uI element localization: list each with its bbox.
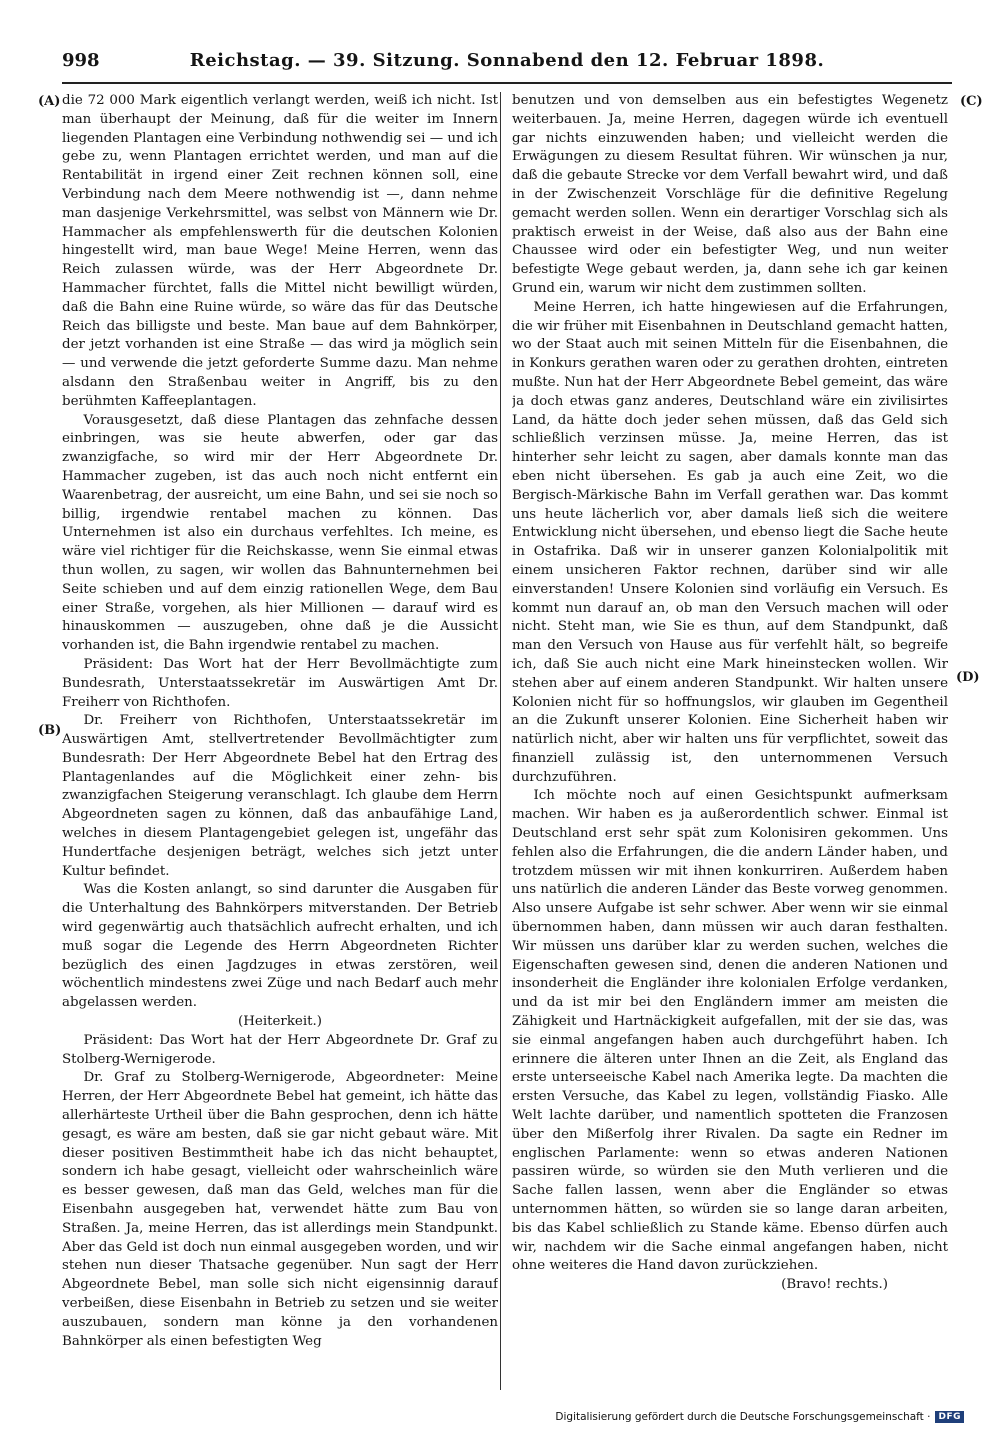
page-running-title: Reichstag. — 39. Sitzung. Sonnabend den 12. Februar 1898. [189, 50, 825, 71]
interjection: (Heiterkeit.) [238, 1014, 322, 1030]
paragraph: die 72 000 Mark eigentlich verlangt werden, weiß ich nicht. Ist man überhaupt der Meinung, daß für die weiter im Innern liegenden Plantagen eine Verbindung nothwendig sei — und ich gebe zu, wenn Plantagen errichtet werden, und man auf die Rentabilität in irgend einer Zeit rechnen können soll, eine Verbindung nach dem Meere nothwendig ist —, dann nehme man dasjenige Verkehrsmittel, was selbst von Männern wie Dr. Hammacher als empfehlenswerth für die deutschen Kolonien hingestellt wird, man baue Wege! Meine Herren, wenn das Reich zulassen würde, was der Herr Abgeordnete Dr. Hammacher fürchtet, falls die Mittel nicht bewilligt würden, daß die Bahn eine Ruine würde, so wäre das für das Deutsche Reich das billigste und beste. Man baue auf dem Bahnkörper, der jetzt vorhanden ist eine Straße — das wird ja möglich sein — und verwende die jetzt geforderte Summe dazu. Man nehme alsdann den Straßenbau weiter in Angriff, bis zu den berühmten Kaffeeplantagen. [62, 93, 498, 409]
page-header [62, 46, 952, 78]
speaker-paragraph: Dr. Freiherr von Richthofen, Unterstaatssekretär im Auswärtigen Amt, stellvertretender Bevollmächtigter zum Bundesrath: Der Herr Abgeordnete Bebel hat den Ertrag des Plantagenlandes auf die Möglichkeit einer zehn- bis zwanzigfachen Steigerung veranschlagt. Ich glaube dem Herrn Abgeordneten sagen zu können, daß das anbaufähige Land, welches in diesem Plantagengebiet gelegen ist, ungefähr das Hundertfache desjenigen beträgt, welches sich jetzt unter Kultur befindet. [62, 713, 498, 879]
interjection: (Bravo! rechts.) [781, 1277, 888, 1293]
paragraph: Was die Kosten anlangt, so sind darunter die Ausgaben für die Unterhaltung des Bahnkörpers mitverstanden. Der Betrieb wird gegenwärtig auch thatsächlich aufrecht erhalten, und ich muß sogar die Legende des Herrn Abgeordneten Richter bezüglich des einen Jagdzuges in etwas zerstören, weil wöchentlich mindestens zwei Züge und nach Bedarf auch mehr abgelassen werden. [62, 882, 498, 1011]
credit-text: Digitalisierung gefördert durch die Deutsche Forschungsgemeinschaft · [555, 1411, 931, 1423]
paragraph: Vorausgesetzt, daß diese Plantagen das zehnfache dessen einbringen, was sie heute abwerfen, oder gar das zwanzigfache, so wird mir der Herr Abgeordnete Dr. Hammacher zugeben, ist das auch noch nicht entfernt ein Waarenbetrag, der ausreicht, um eine Bahn, und sei sie noch so billig, irgendwie rentabel machen zu können. Das Unternehmen ist also ein durchaus verfehltes. Ich meine, es wäre viel richtiger für die Reichskasse, wenn Sie einmal etwas thun wollen, zu sagen, wir wollen das Bahnunternehmen bei Seite schieben und auf dem einzig rationellen Wege, dem Bau einer Straße, vorgehen, als hier Millionen — darauf wird es hinauskommen — auszugeben, ohne daß je die Aussicht vorhanden ist, die Bahn irgendwie rentabel zu machen. [62, 412, 498, 654]
margin-marker-d: (D) [956, 670, 980, 685]
speaker-paragraph: Präsident: Das Wort hat der Herr Abgeordnete Dr. Graf zu Stolberg-Wernigerode. [62, 1032, 498, 1067]
right-column [512, 92, 948, 1382]
page-number: 998 [62, 50, 100, 71]
dfg-logo: DFG [935, 1411, 964, 1423]
paragraph: Ich möchte noch auf einen Gesichtspunkt aufmerksam machen. Wir haben es ja außerordentlich schwer. Einmal ist Deutschland erst sehr spät zum Kolonisiren gekommen. Uns fehlen also die Erfahrungen, die die andern Länder haben, und trotzdem müssen wir mit ihnen konkurriren. Außerdem haben uns natürlich die anderen Länder das Beste vorweg genommen. Also unsere Aufgabe ist sehr schwer. Aber wenn wir sie einmal übernommen haben, dann müssen wir auch daran festhalten. Wir müssen uns darüber klar zu werden suchen, welches die Eigenschaften gewesen sind, denen die anderen Nationen und insonderheit die Engländer ihre kolonialen Erfolge verdanken, und da ist mir bei den Engländern immer am meisten die Zähigkeit und Hartnäckigkeit aufgefallen, mit der sie das, was sie einmal angefangen haben auch durchgeführt haben. Ich erinnere die älteren unter Ihnen an die Zeit, als England das erste unterseeische Kabel nach Amerika legte. Da machten die ersten Versuche, das Kabel zu legen, vollständig Fiasko. Alle Welt lachte darüber, und namentlich spotteten die Franzosen über den Mißerfolg ihrer Rivalen. Da sagte ein Redner im englischen Parlamente: wenn so etwas anderen Nationen passiren würde, so würden sie den Muth verlieren und die Sache fallen lassen, wenn aber die Engländer so etwas unternommen hätten, so würden sie so lange daran arbeiten, bis das Kabel schließlich zu Stande käme. Ebenso dürfen auch wir, nachdem wir die Sache einmal angefangen haben, nicht ohne weiteres die Hand davon zurückziehen. [512, 788, 948, 1274]
paragraph: Meine Herren, ich hatte hingewiesen auf die Erfahrungen, die wir früher mit Eisenbahnen in Deutschland gemacht hatten, wo der Staat auch mit seinen Mitteln für die Eisenbahnen, die in Konkurs gerathen waren oder zu gerathen drohten, eintreten mußte. Nun hat der Herr Abgeordnete Bebel gemeint, das wäre ja doch etwas ganz anderes, Deutschland wäre ein zivilisirtes Land, da hätte doch jeder sehen müssen, daß das Geld sich schließlich verzinsen müsse. Ja, meine Herren, das ist hinterher sehr leicht zu sagen, aber damals konnte man das eben nicht übersehen. Es gab ja auch eine Zeit, wo die Bergisch-Märkische Bahn im Verfall gerathen war. Das kommt uns heute lächerlich vor, aber damals ließ sich die weitere Entwicklung nicht übersehen, und ebenso liegt die Sache heute in Ostafrika. Daß wir in unserer ganzen Kolonialpolitik mit einem unsicheren Faktor rechnen, darüber sind wir alle einverstanden! Unsere Kolonien sind vorläufig ein Versuch. Es kommt nun darauf an, ob man den Versuch machen will oder nicht. Steht man, wie Sie es thun, auf dem Standpunkt, daß man den Versuch von Hause aus für verfehlt hält, so begreife ich, daß Sie auch nicht eine Mark hineinstecken wollen. Wir stehen aber auf einem anderen Standpunkt. Wir halten unsere Kolonien nicht für so hoffnungslos, wir glauben im Gegentheil an die Zukunft unserer Kolonien. Eine Sicherheit haben wir natürlich nicht, aber wir halten uns für verpflichtet, soweit das finanziell zulässig ist, den unternommenen Versuch durchzuführen. [512, 299, 948, 785]
header-rule [62, 82, 952, 84]
left-column [62, 92, 498, 1382]
speaker-paragraph: Präsident: Das Wort hat der Herr Bevollmächtigte zum Bundesrath, Unterstaatssekretär im Auswärtigen Amt Dr. Freiherr von Richthofen. [62, 656, 498, 710]
margin-marker-b: (B) [38, 723, 62, 738]
speaker-paragraph: Dr. Graf zu Stolberg-Wernigerode, Abgeordneter: Meine Herren, der Herr Abgeordnete Bebel hat gemeint, ich hätte das allerhärteste Urtheil über die Bahn gesprochen, denn ich hätte gesagt, es wäre am besten, daß sie gar nicht gebaut wäre. Mit dieser positiven Bestimmtheit habe ich das nicht behauptet, sondern ich habe gesagt, vielleicht oder wahrscheinlich wäre es besser gewesen, daß man das Geld, welches man für die Eisenbahn ausgegeben hat, verwendet hätte zum Bau von Straßen. Ja, meine Herren, das ist allerdings mein Standpunkt. Aber das Geld ist doch nun einmal ausgegeben worden, und wir stehen nun dieser Thatsache gegenüber. Nun sagt der Herr Abgeordnete Bebel, man solle sich nicht eigensinnig darauf verbeißen, diese Eisenbahn in Betrieb zu setzen und sie weiter auszubauen, sondern man könne ja den vorhandenen Bahnkörper als einen befestigten Weg [62, 1070, 498, 1349]
column-divider [500, 92, 501, 1390]
paragraph: benutzen und von demselben aus ein befestigtes Wegenetz weiterbauen. Ja, meine Herren, dagegen würde ich eventuell gar nichts einzuwenden haben; und vielleicht werden die Erwägungen zu diesem Resultat führen. Wir wünschen ja nur, daß die gebaute Strecke vor dem Verfall bewahrt wird, und daß in der Zwischenzeit Vorschläge für die definitive Regelung gemacht werden sollen. Wenn ein derartiger Vorschlag sich als praktisch erweist in der Weise, daß also aus der Bahn eine Chaussee wird oder ein befestigter Weg, und nun weiter befestigte Wege gebaut werden, ja, dann sehe ich gar keinen Grund ein, warum wir nicht dem zustimmen sollten. [512, 93, 948, 296]
margin-marker-c: (C) [960, 94, 983, 109]
digitization-credit [555, 1411, 964, 1423]
margin-marker-a: (A) [38, 94, 61, 109]
